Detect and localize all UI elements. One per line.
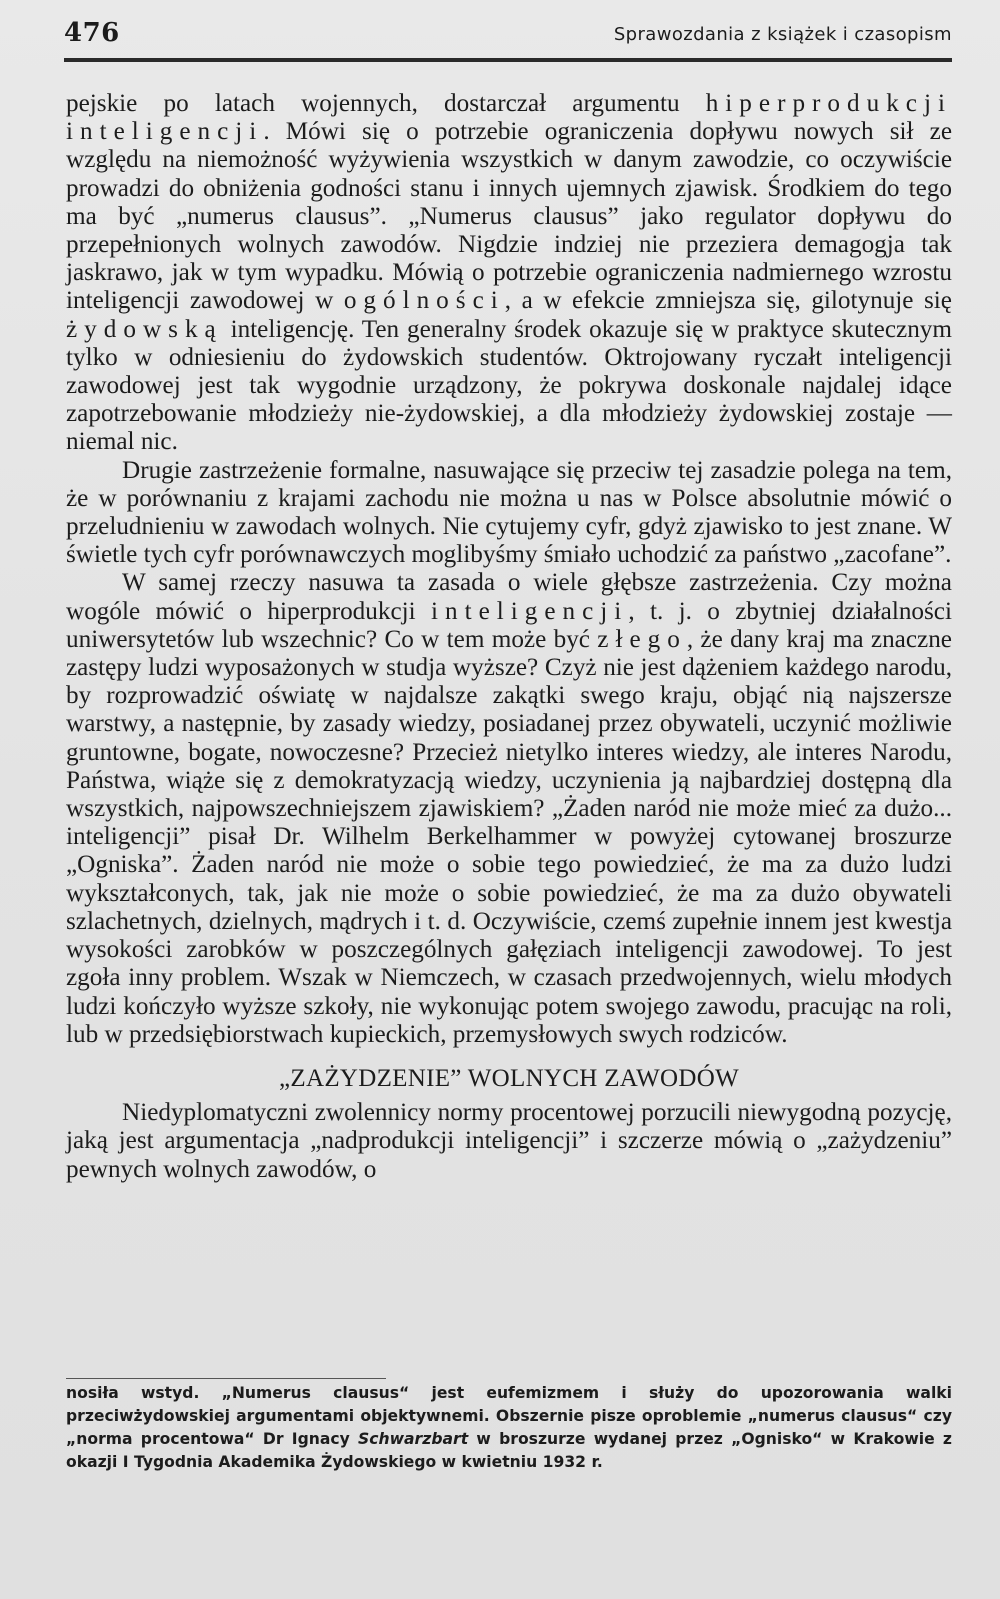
spaced-emphasis: złego — [597, 625, 687, 653]
paragraph-text: pejskie po latach wojennych, dostarczał argumentu — [66, 90, 706, 117]
running-title: Sprawozdania z książek i czasopism — [613, 24, 952, 45]
paragraph — [66, 90, 952, 457]
paragraph-text: Drugie zastrzeżenie formalne, nasuwające się przeciw tej zasadzie polega na tem, że w porównaniu z krajami zachodu nie można u nas w Polsce absolutnie mówić o przeludnieniu w zawodach wolnych. Nie cytujemy cyfr, gdyż zjawisko to jest znane. W świetle tych cyfr porównawczych moglibyśmy śmiało uchodzić za państwo „zacofane”. — [66, 456, 952, 569]
footnote-author: Schwarzbart — [358, 1430, 469, 1448]
paragraph-text: . Mówi się o potrzebie ograniczenia dopływu nowych sił ze względu na niemożność wyżywienia wszystkich w danym zawodzie, co oczywiście prowadzi do obniżenia godności stanu i innych ujemnych zjawisk. Środkiem do tego ma być „numerus clausus”. „Numerus clausus” jako regulator dopływu do przepełnionych wolnych zawodów. Nigdzie indziej nie przeziera demagogja tak jaskrawo, jak w tym wypadku. Mówią o potrzebie ograniczenia nadmiernego wzrostu inteligencji zawodowej w — [66, 118, 952, 315]
header-rule — [64, 58, 952, 62]
footnote-text: w broszurze wydanej przez „Ognisko“ w Krakowie z okazji I Tygodnia Akademika Żydowskiego w kwietniu 1932 r. — [66, 1430, 952, 1471]
page-header — [64, 14, 952, 58]
paragraph-text: inteligencję. Ten generalny środek okazuje się w praktyce skutecznym tylko w odniesieniu do żydowskich studentów. Oktrojowany ryczałt inteligencji zawodowej jest tak wygodnie urządzony, że pokrywa doskonale najdalej idące zapotrzebowanie młodzieży nie-żydowskiej, a dla młodzieży żydowskiej zostaje — niemal nic. — [66, 315, 952, 456]
paragraph-text: , a w efekcie zmniejsza się, gilotynuje się — [504, 287, 952, 315]
section-heading: „ZAŻYDZENIE” WOLNYCH ZAWODÓW — [279, 1064, 739, 1092]
page-number: 476 — [64, 18, 120, 48]
spaced-emphasis: inteligencji — [431, 597, 629, 625]
paragraph — [66, 457, 952, 570]
footnote-divider — [66, 1378, 386, 1379]
footnote-text: nosiła wstyd. „Numerus clausus“ jest eufemizmem i służy do upozorowania walki przeciwżydowskiej argumentami objektywnemi. Obszernie pisze oproblemie „numerus clausus“ czy „norma procentowa“ Dr Ignacy — [66, 1384, 952, 1448]
spaced-emphasis: żydowską — [66, 315, 223, 343]
main-text — [66, 90, 952, 1184]
footnote — [66, 1382, 952, 1474]
paragraph-text: , że dany kraj ma znaczne zastępy ludzi wyposażonych w studja wyższe? Czyż nie jest dążeniem każdego narodu, by rozprowadzić oświatę w najdalsze zakątki swego kraju, objąć nią najszersze warstwy, a następnie, by zasady wiedzy, posiadanej przez obywateli, uczynić możliwie gruntowne, bogate, nowoczesne? Przecież nietylko interes wiedzy, ale interes Narodu, Państwa, wiąże się z demokratyzacją wiedzy, uczynienia ją najbardziej dostępną dla wszystkich, najpowszechniejszem zjawiskiem? „Żaden naród nie może mieć za dużo... inteligencji” pisał Dr. Wilhelm Berkelhammer w powyżej cytowanej broszurze „Ogniska”. Żaden naród nie może o sobie tego powiedzieć, że ma za dużo ludzi wykształconych, tak, jak nie może o sobie powiedzieć, że ma za dużo obywateli szlachetnych, dzielnych, mądrych i t. d. Oczywiście, czemś zupełnie innem jest kwestja wysokości zarobków w poszczególnych gałęziach inteligencji zawodowej. To jest zgoła inny problem. Wszak w Niemczech, w czasach przedwojennych, wielu młodych ludzi kończyło wyższe szkoły, nie wykonując potem swojego zawodu, pracując na roli, lub w przedsiębiorstwach kupieckich, przemysłowych swych rodziców. — [66, 625, 952, 1048]
paragraph-text: , t. j. o zbytniej działalności uniwersytetów lub wszechnic? Co w tem może być — [66, 597, 952, 653]
paragraph: Niedyplomatyczni zwolennicy normy procentowej porzucili niewygodną pozycję, jaką jest argumentacja „nadprodukcji inteligencji” i szczerze mówią o „zażydzeniu” pewnych wolnych zawodów, o — [66, 1099, 952, 1183]
spaced-emphasis: hiperprodukcji inteligencji — [66, 90, 952, 146]
paragraph — [66, 569, 952, 1048]
paragraph-text: W samej rzeczy nasuwa ta zasada o wiele głębsze zastrzeżenia. Czy można wogóle mówić o hiperprodukcji — [66, 569, 952, 625]
spaced-emphasis: ogólności — [343, 287, 505, 315]
